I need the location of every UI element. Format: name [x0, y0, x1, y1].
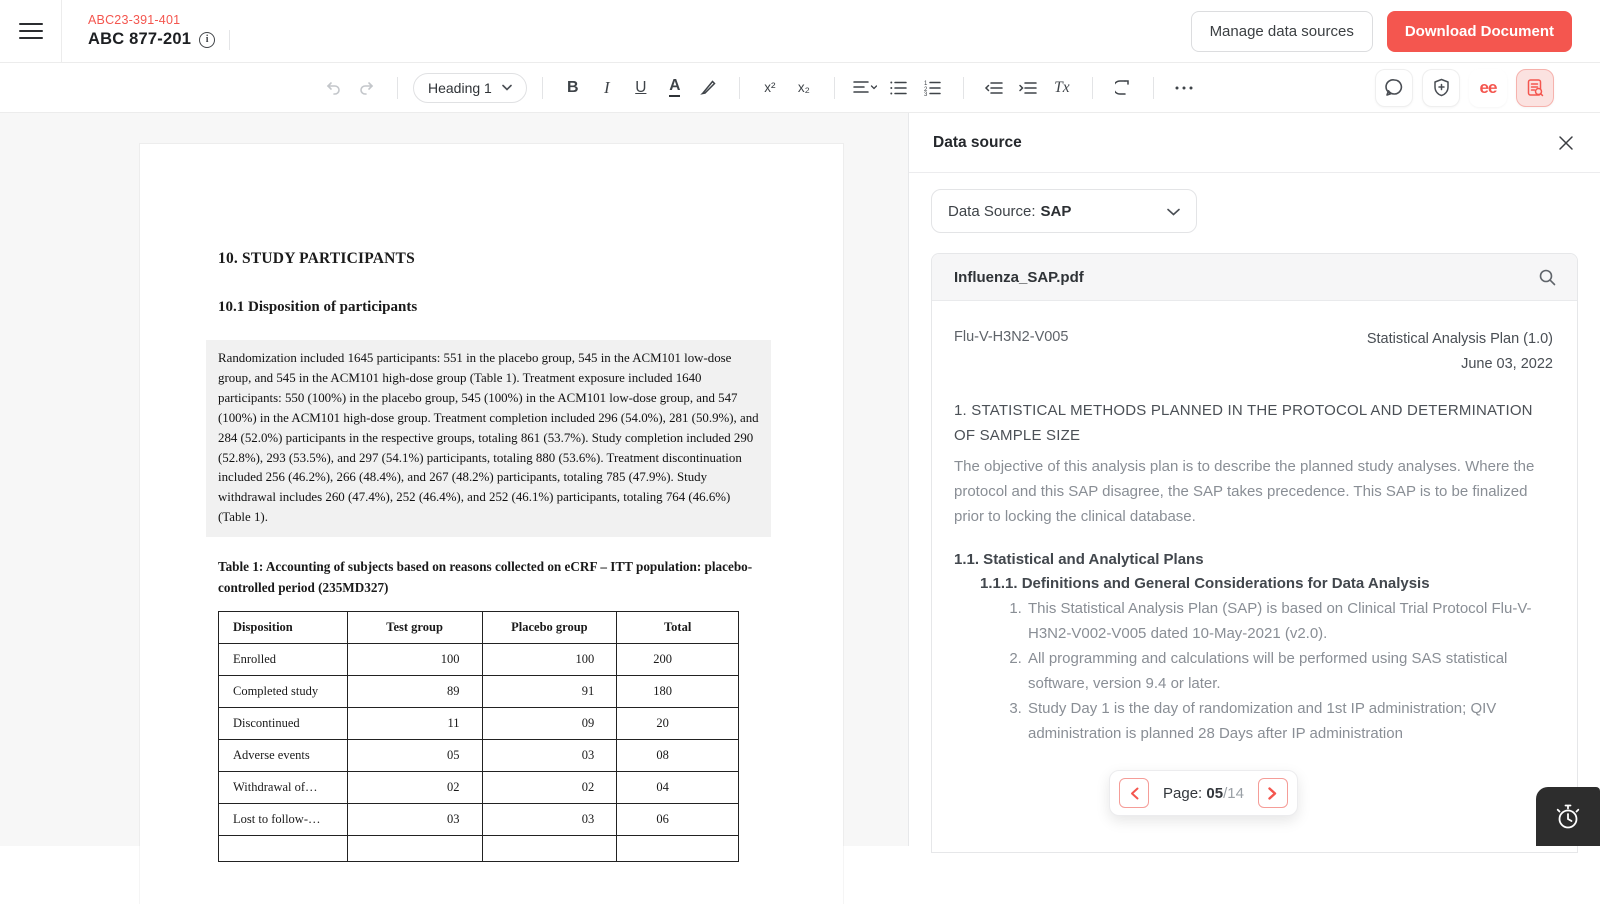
info-icon[interactable]: i: [199, 32, 215, 48]
pdf-preview-card: [931, 253, 1578, 853]
pdf-doc-meta: Statistical Analysis Plan (1.0) June 03, 2022: [1367, 327, 1553, 377]
hamburger-icon: [19, 18, 43, 44]
pdf-section-heading: 1. STATISTICAL METHODS PLANNED IN THE PROTOCOL AND DETERMINATION OF SAMPLE SIZE: [954, 398, 1553, 448]
table-cell: [219, 836, 348, 862]
toolbar-divider: [834, 77, 835, 99]
table-cell: 200: [617, 644, 739, 676]
document-title-block: [62, 13, 230, 50]
pdf-subsection-2: 1.1.1. Definitions and General Considerations for Data Analysis: [980, 575, 1553, 592]
editor-canvas[interactable]: [0, 113, 908, 846]
table-cell: 04: [617, 772, 739, 804]
subscript-button[interactable]: x₂: [789, 73, 819, 103]
pdf-search-button[interactable]: [1538, 268, 1557, 287]
table-cell: Lost to follow-…: [219, 804, 348, 836]
pdf-paragraph: The objective of this analysis plan is to describe the planned study analyses. Where the protocol and this SAP disagree, the SAP takes precedence. This SAP is to be finalized prior to locking the clinical database.: [954, 454, 1553, 529]
table-cell: 100: [482, 644, 617, 676]
shield-button[interactable]: [1422, 69, 1460, 107]
redo-button[interactable]: [352, 73, 382, 103]
panel-title: Data source: [933, 134, 1022, 152]
redo-icon: [358, 79, 376, 97]
table-cell: 02: [482, 772, 617, 804]
top-bar: [0, 0, 1600, 63]
page-indicator: Page: 05/14: [1163, 785, 1244, 802]
main-content: [0, 113, 1600, 846]
table-cell: 03: [482, 740, 617, 772]
outdent-icon: [984, 81, 1003, 95]
bracket-icon: [1115, 79, 1130, 96]
brand-ee-logo: ee: [1480, 78, 1497, 98]
document-code: ABC23-391-401: [88, 13, 230, 27]
toolbar-divider: [1153, 77, 1154, 99]
download-document-button[interactable]: Download Document: [1387, 11, 1572, 52]
data-source-select-label: Data Source:: [948, 203, 1036, 220]
superscript-button[interactable]: x²: [755, 73, 785, 103]
comments-button[interactable]: [1375, 69, 1413, 107]
table-cell: [347, 836, 482, 862]
table-cell: Withdrawal of…: [219, 772, 348, 804]
numbered-list-button[interactable]: [918, 73, 948, 103]
table-row: [219, 676, 739, 708]
editor-toolbar: [0, 63, 1600, 113]
table-cell: 89: [347, 676, 482, 708]
table-row: [219, 772, 739, 804]
numbered-list-icon: [924, 80, 941, 96]
page-current: 05: [1206, 785, 1223, 802]
indent-icon: [1018, 81, 1037, 95]
highlighter-button[interactable]: [694, 73, 724, 103]
table-header-row: [219, 612, 739, 644]
chevron-down-icon: [1167, 208, 1180, 216]
more-icon: [1175, 86, 1193, 90]
highlighter-icon: [700, 79, 717, 96]
table-row: [219, 836, 739, 862]
table-header-cell: Placebo group: [482, 612, 617, 644]
undo-button[interactable]: [318, 73, 348, 103]
data-source-select-value: SAP: [1041, 203, 1072, 220]
heading-style-select[interactable]: Heading 1: [413, 73, 527, 103]
document-title: ABC 877-201: [88, 30, 191, 49]
table-cell: Discontinued: [219, 708, 348, 740]
table-cell: [617, 836, 739, 862]
undo-icon: [324, 79, 342, 97]
pdf-filename: Influenza_SAP.pdf: [954, 269, 1084, 286]
svg-text:3: 3: [924, 92, 928, 96]
pdf-list-item: 2. All programming and calculations will be performed using SAS statistical software, version 9.4 or later.: [1026, 646, 1553, 696]
table-row: [219, 804, 739, 836]
table-cell: Adverse events: [219, 740, 348, 772]
document-page[interactable]: [140, 144, 843, 904]
table-header-cell: Total: [617, 612, 739, 644]
hamburger-menu-button[interactable]: [0, 0, 62, 63]
chevron-down-icon: [502, 84, 512, 91]
table-cell: 03: [482, 804, 617, 836]
table-cell: 20: [617, 708, 739, 740]
table-cell: Enrolled: [219, 644, 348, 676]
pdf-list-item: 1. This Statistical Analysis Plan (SAP) is based on Clinical Trial Protocol Flu-V- H3N2-V002-V005 dated 10-May-2021 (v2.0).: [1026, 596, 1553, 646]
doc-subsection-heading: 10.1 Disposition of participants: [218, 299, 765, 316]
bullet-list-button[interactable]: [884, 73, 914, 103]
search-icon: [1538, 268, 1557, 287]
toolbar-divider: [1092, 77, 1093, 99]
toolbar-divider: [542, 77, 543, 99]
table-cell: 06: [617, 804, 739, 836]
clear-formatting-button[interactable]: Tx: [1047, 73, 1077, 103]
pdf-protocol-id: Flu-V-H3N2-V005: [954, 327, 1068, 377]
pdf-numbered-list: [1026, 596, 1553, 746]
toolbar-divider: [739, 77, 740, 99]
data-source-panel: [908, 113, 1600, 846]
data-source-select[interactable]: [931, 189, 1197, 233]
timer-button[interactable]: [1536, 787, 1600, 846]
title-divider: [229, 30, 230, 50]
table-cell: 03: [347, 804, 482, 836]
toolbar-divider: [963, 77, 964, 99]
document-search-icon: [1525, 78, 1545, 98]
bullet-list-icon: [890, 80, 907, 96]
next-page-button[interactable]: [1258, 778, 1288, 808]
underline-button[interactable]: U: [626, 73, 656, 103]
brand-ee-button[interactable]: [1469, 69, 1507, 107]
align-left-icon: [853, 80, 877, 96]
table-caption: Table 1: Accounting of subjects based on reasons collected on eCRF – ITT population: placebo-controlled period (235MD327): [218, 556, 765, 598]
chevron-left-icon: [1130, 787, 1139, 800]
doc-section-heading: 10. STUDY PARTICIPANTS: [218, 250, 765, 268]
table-header-cell: Test group: [347, 612, 482, 644]
close-icon: [1558, 135, 1574, 151]
close-panel-button[interactable]: [1558, 135, 1574, 151]
more-options-button[interactable]: [1169, 73, 1199, 103]
page-navigator: [1109, 770, 1298, 816]
pdf-page-content[interactable]: [932, 301, 1577, 746]
align-button[interactable]: [850, 73, 880, 103]
table-cell: 02: [347, 772, 482, 804]
italic-button[interactable]: I: [592, 73, 622, 103]
svg-text:2: 2: [924, 87, 928, 93]
table-cell: 91: [482, 676, 617, 708]
stopwatch-icon: [1555, 803, 1581, 831]
table-cell: Completed study: [219, 676, 348, 708]
table-cell: [482, 836, 617, 862]
outdent-button[interactable]: [979, 73, 1009, 103]
indent-button[interactable]: [1013, 73, 1043, 103]
toolbar-divider: [397, 77, 398, 99]
pdf-list-item: 3. Study Day 1 is the day of randomization and 1st IP administration; QIV administration is planned 28 Days after IP administration: [1026, 696, 1553, 746]
svg-text:1: 1: [924, 81, 928, 87]
table-cell: 100: [347, 644, 482, 676]
manage-data-sources-button[interactable]: Manage data sources: [1191, 11, 1373, 52]
table-row: [219, 644, 739, 676]
data-source-panel-button[interactable]: [1516, 69, 1554, 107]
table-row: [219, 740, 739, 772]
table-cell: 05: [347, 740, 482, 772]
table-header-cell: Disposition: [219, 612, 348, 644]
highlighted-paragraph[interactable]: Randomization included 1645 participants: 551 in the placebo group, 545 in the ACM101 low-dose group, and 545 in the ACM101 high-dose group (Table 1). Treatment exposure included 1640 participants: 550 (100%) in the placebo group, 545 (100%) in the ACM101 low-dose group, and 547 (100%) in the ACM101 high-dose group. Treatment completion included 296 (54.0%), 281 (50.9%), and 284 (52.0%) participants in the respective groups, totaling 861 (53.7%). Study completion included 290 (52.8%), 293 (53.5%), and 297 (54.1%) participants, totaling 880 (53.6%). Treatment discontinuation included 256 (46.2%), 266 (48.4%), and 267 (48.2%) participants, totaling 785 (47.9%). Study withdrawal includes 260 (47.4%), 252 (46.4%), and 252 (46.1%) participants, totaling 764 (46.6%) (Table 1).: [206, 340, 771, 537]
table-cell: 08: [617, 740, 739, 772]
pdf-subsection-1: 1.1. Statistical and Analytical Plans: [954, 551, 1553, 568]
table-cell: 11: [347, 708, 482, 740]
disposition-table: [218, 611, 739, 862]
chevron-right-icon: [1268, 787, 1277, 800]
speech-bubble-icon: [1385, 78, 1404, 97]
previous-page-button[interactable]: [1119, 778, 1149, 808]
table-cell: 180: [617, 676, 739, 708]
text-color-button[interactable]: A: [660, 73, 690, 103]
page-total: /14: [1223, 785, 1244, 802]
insert-break-button[interactable]: [1108, 73, 1138, 103]
table-row: [219, 708, 739, 740]
bold-button[interactable]: B: [558, 73, 588, 103]
table-cell: 09: [482, 708, 617, 740]
shield-plus-icon: [1432, 78, 1451, 97]
